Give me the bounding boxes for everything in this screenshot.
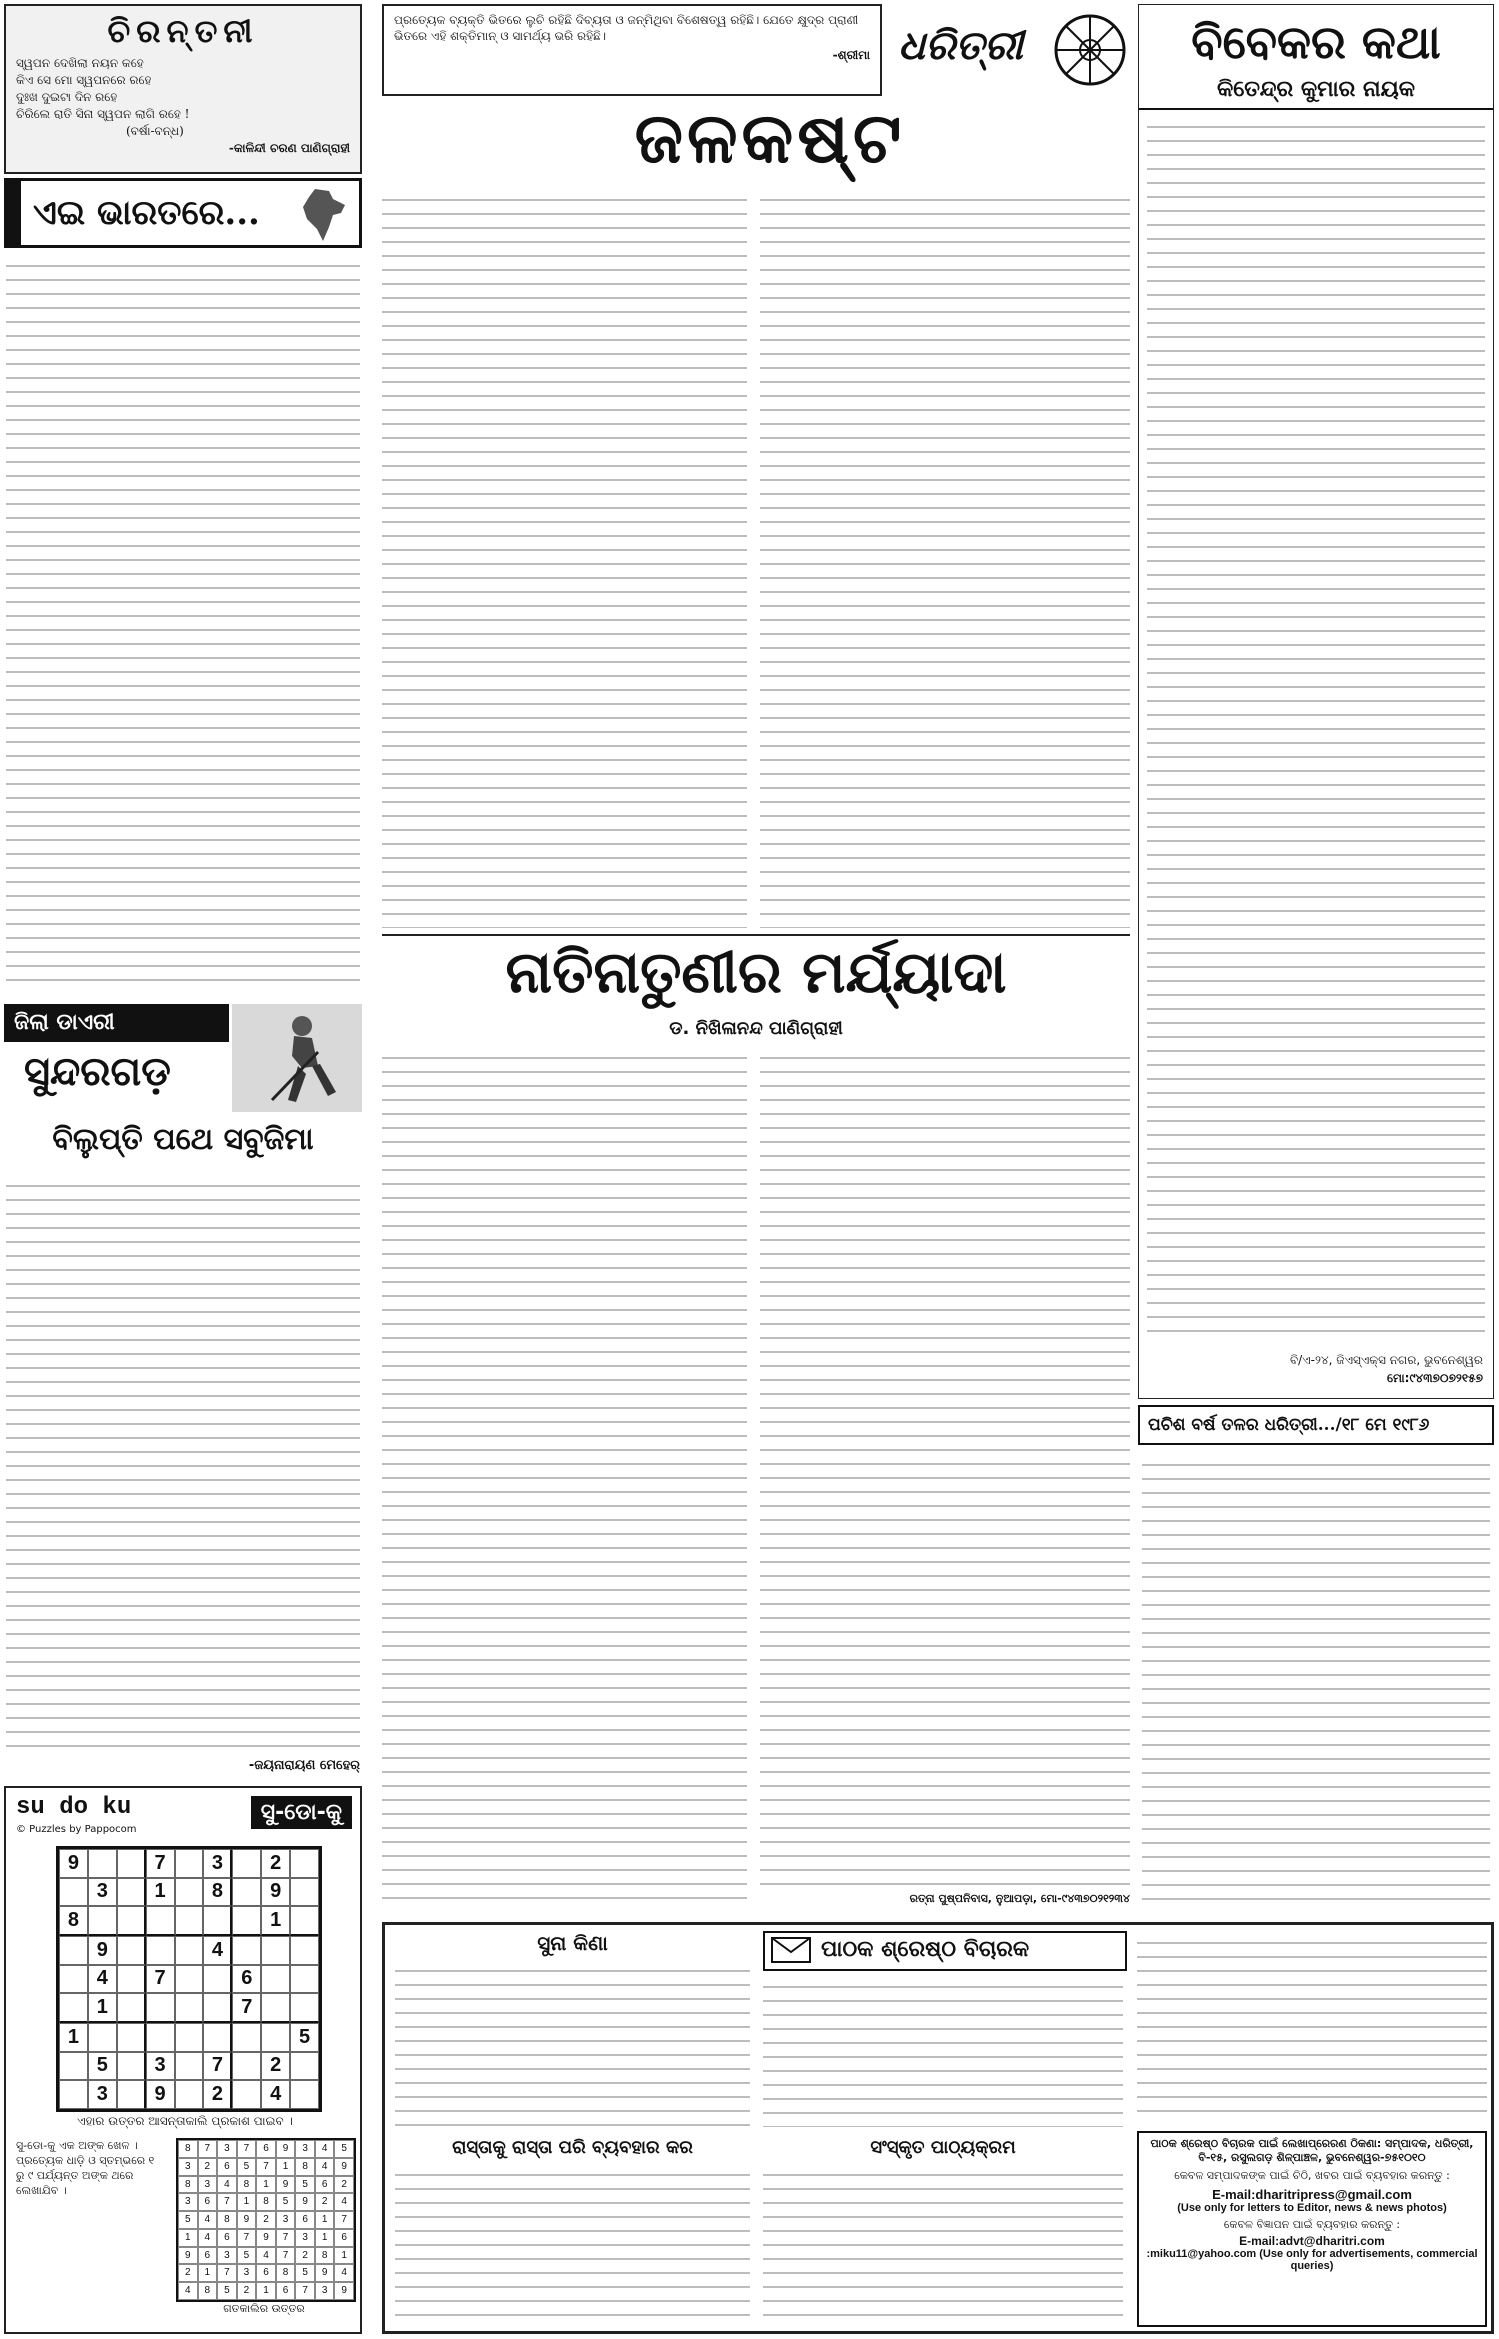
sudoku-solution-cell: 3 [276,2211,296,2229]
column-right-author: କିତେନ୍ଦ୍ର କୁମାର ନାୟକ [1139,77,1493,110]
sudoku-solution-cell: 1 [334,2247,354,2265]
sudoku-solution-cell: 9 [334,2282,354,2300]
column-right-box [1138,4,1494,1399]
sudoku-solution-cell: 5 [178,2211,198,2229]
sudoku-cell[interactable]: 5 [88,2052,117,2081]
sudoku-solution-caption: ଏହାର ଉତ୍ତର ଆସନ୍ତାକାଲି ପ୍ରକାଶ ପାଇବ । [77,2114,293,2128]
sudoku-solution-cell: 5 [276,2193,296,2211]
sudoku-cell[interactable] [59,2052,88,2081]
sudoku-solution-cell: 3 [237,2264,257,2282]
sudoku-cell[interactable] [290,1906,319,1936]
sudoku-solution-cell: 6 [256,2140,276,2158]
sudoku-solution-cell: 9 [237,2211,257,2229]
sudoku-solution-cell: 2 [295,2247,315,2265]
quote-box [382,4,882,96]
india-map-icon [293,185,353,245]
hockey-player-photo [232,1004,362,1112]
sudoku-cell[interactable]: 4 [88,1965,117,1994]
sudoku-solution-cell: 4 [334,2193,354,2211]
contact-email-ads[interactable]: E-mail:advt@dharitri.com [1239,2234,1385,2248]
sudoku-cell[interactable] [175,1936,204,1965]
sudoku-cell[interactable] [290,1993,319,2023]
sudoku-grid [56,1846,322,2112]
letter-sanskrit-body [763,2165,1123,2325]
sudoku-cell[interactable] [146,1906,175,1936]
sudoku-solution-cell: 4 [198,2229,218,2247]
sudoku-solution-cell: 6 [217,2229,237,2247]
letter-col2-body [763,1977,1123,2127]
sudoku-cell[interactable] [290,2080,319,2109]
sudoku-cell[interactable] [232,1878,261,1907]
district-diary-body [6,1176,360,1756]
main-article-col2 [760,190,1130,928]
reader-box-title: ପାଠକ ଶ୍ରେଷ୍ଠ ବିଚାରକ [821,1937,1030,1962]
sudoku-cell[interactable]: 4 [203,1936,232,1965]
sudoku-cell[interactable] [175,1993,204,2023]
sudoku-solution-cell: 8 [237,2176,257,2194]
sudoku-solution-cell: 6 [198,2193,218,2211]
sudoku-solution-cell: 3 [198,2176,218,2194]
letter-col3-body [1137,1933,1487,2123]
sudoku-solution-cell: 1 [256,2176,276,2194]
sudoku-cell[interactable] [117,1965,146,1994]
letter-sanskrit-title: ସଂସ୍କୃତ ପାଠ୍ୟକ୍ରମ [870,2137,1016,2158]
sudoku-cell[interactable] [232,1849,261,1878]
sudoku-solution-cell: 7 [237,2140,257,2158]
sudoku-cell[interactable] [290,1936,319,1965]
sudoku-solution-cell: 3 [295,2140,315,2158]
sudoku-solution-cell: 3 [178,2158,198,2176]
sudoku-solution-cell: 1 [256,2282,276,2300]
sudoku-solution-grid [176,2138,356,2302]
sudoku-solution-cell: 8 [198,2282,218,2300]
ei-bharat-body [6,256,360,990]
sudoku-cell[interactable]: 9 [88,1936,117,1965]
sudoku-cell[interactable]: 7 [146,1965,175,1994]
sudoku-cell[interactable] [59,2080,88,2109]
sudoku-solution-cell: 5 [217,2282,237,2300]
sudoku-solution-cell: 7 [295,2282,315,2300]
sudoku-solution-cell: 7 [276,2247,296,2265]
sudoku-solution-cell: 9 [295,2193,315,2211]
sudoku-cell[interactable] [117,1849,146,1878]
sudoku-cell[interactable]: 1 [88,1993,117,2023]
sudoku-solution-cell: 7 [217,2264,237,2282]
column-right-body [1147,117,1485,1338]
sudoku-cell[interactable]: 6 [232,1965,261,1994]
sudoku-cell[interactable]: 9 [146,2080,175,2109]
sudoku-label: ସୁ-ଡୋ-କୁ [251,1796,352,1829]
sudoku-cell[interactable]: 1 [59,2023,88,2052]
sudoku-solution-cell: 6 [315,2176,335,2194]
sudoku-cell[interactable]: 2 [203,2080,232,2109]
contact-email-ads-alt[interactable]: :miku11@yahoo.com (Use only for advertisements, commercial queries) [1146,2248,1478,2272]
envelope-icon [771,1937,811,1963]
sudoku-solution-cell: 5 [237,2247,257,2265]
sudoku-solution-cell: 4 [198,2211,218,2229]
sudoku-solution-cell: 2 [198,2158,218,2176]
sudoku-cell[interactable] [117,2080,146,2109]
sudoku-solution-cell: 1 [198,2264,218,2282]
sudoku-solution-cell: 9 [276,2140,296,2158]
sudoku-solution-cell: 2 [334,2176,354,2194]
sudoku-cell[interactable]: 4 [261,2080,290,2109]
sudoku-solution-cell: 2 [256,2211,276,2229]
main-headline: ଜଳକଷ୍ଟ [634,96,906,179]
sudoku-solution-cell: 1 [178,2229,198,2247]
sudoku-solution-cell: 8 [315,2247,335,2265]
sudoku-cell[interactable] [203,1965,232,1994]
sudoku-solution-cell: 7 [334,2211,354,2229]
sudoku-solution-cell: 3 [295,2229,315,2247]
article-center-col2 [760,1048,1130,1890]
archive-title: ପଚିଶ ବର୍ଷ ତଳର ଧରିତ୍ରୀ.../୧୮ ମେ ୧୯୮୬ [1138,1405,1494,1445]
sudoku-cell[interactable]: 3 [203,1849,232,1878]
sudoku-cell[interactable] [146,1993,175,2023]
poem-line: କିଏ ସେ ମୋ ସ୍ୱପନରେ ରହେ [16,73,152,87]
contact-address: ପାଠକ ଶ୍ରେଷ୍ଠ ବିଚାରକ ପାଇଁ ଲେଖାପ୍ରେରଣ ଠିକଣା: ସମ୍ପାଦକ, ଧରିତ୍ରୀ, ବି-୧୫, ରସୁଲଗଡ଼ ଶିଳ୍ପାଞ୍ଚଳ, ଭୁବନେଶ୍ୱର-୭୫୧୦୧୦ [1150,2137,1474,2164]
sudoku-cell[interactable] [88,1849,117,1878]
contact-email-editor-note: (Use only for letters to Editor, news & news photos) [1177,2202,1447,2214]
sudoku-cell[interactable]: 7 [146,1849,175,1878]
sudoku-cell[interactable]: 1 [146,1878,175,1907]
sudoku-solution-cell: 8 [256,2193,276,2211]
sudoku-cell[interactable] [146,2023,175,2052]
sudoku-solution-cell: 5 [237,2158,257,2176]
sudoku-cell[interactable] [175,2052,204,2081]
sudoku-cell[interactable]: 5 [290,2023,319,2052]
sudoku-solution-cell: 7 [237,2229,257,2247]
sudoku-solution-cell: 1 [237,2193,257,2211]
sudoku-solution-cell: 2 [178,2264,198,2282]
sudoku-cell[interactable] [117,1993,146,2023]
sudoku-cell[interactable] [290,1878,319,1907]
sudoku-cell[interactable] [290,1849,319,1878]
logo-wheel-icon [1052,12,1128,88]
sudoku-cell[interactable] [203,2023,232,2052]
sudoku-solution-cell: 5 [334,2140,354,2158]
sudoku-cell[interactable]: 8 [203,1878,232,1907]
sudoku-solution-cell: 7 [276,2229,296,2247]
sudoku-solution-cell: 4 [334,2264,354,2282]
sudoku-cell[interactable] [232,1906,261,1936]
archive-body [1142,1455,1490,1910]
sudoku-cell[interactable]: 3 [88,1878,117,1907]
poem-line: ଦୁଃଖ ଦୁଇଟା ଦିନ ରହେ [16,90,118,104]
sudoku-cell[interactable]: 2 [261,1849,290,1878]
sudoku-solution-cell: 6 [334,2229,354,2247]
sudoku-cell[interactable] [232,2080,261,2109]
district-diary-tag: ଜିଲା ଡାଏରୀ [4,1004,229,1042]
sudoku-solution-cell: 3 [217,2140,237,2158]
sudoku-solution-cell: 3 [178,2193,198,2211]
archive-box [1138,1405,1494,1910]
sudoku-solution-cell: 4 [315,2140,335,2158]
letter-sona-kina-title: ସୁନା କିଣା [537,1931,608,1955]
sudoku-cell[interactable] [175,1965,204,1994]
sudoku-solution-cell: 4 [256,2247,276,2265]
column-right-phone: ମୋ:୯୪୩୭୦୭୨୧୫୭ [1386,1371,1483,1385]
contact-box [1137,2131,1487,2327]
sudoku-cell[interactable] [203,1906,232,1936]
sudoku-cell[interactable] [203,1993,232,2023]
district-diary-header [4,1004,362,1114]
sudoku-solution-cell: 9 [334,2158,354,2176]
sudoku-credit: © Puzzles by Pappocom [16,1824,137,1835]
sudoku-solution-cell: 8 [178,2140,198,2158]
sudoku-solution-cell: 8 [276,2264,296,2282]
sudoku-solution-cell: 4 [217,2176,237,2194]
poem-line: ଚିରିଲେ ରାତି ସିନା ସ୍ୱପନ ଲାଗି ରହେ ! [16,107,190,121]
sudoku-cell[interactable] [290,2052,319,2081]
divider [382,934,1130,936]
poem-note: (ବର୍ଷା-ବନ୍ଧ) [126,124,184,138]
sudoku-cell[interactable] [175,1849,204,1878]
sudoku-cell[interactable]: 1 [261,1906,290,1936]
quote-author: -ଶ୍ରୀମା [832,48,870,62]
sudoku-solution-cell: 3 [315,2282,335,2300]
ei-bharat-title: ଏଇ ଭାରତରେ... [33,193,260,233]
logo-dharitri [888,8,1138,96]
sudoku-cell[interactable]: 9 [261,1878,290,1907]
sudoku-cell[interactable] [232,2023,261,2052]
sudoku-cell[interactable] [59,1993,88,2023]
column-right-signature: ବି/ଏ-୨୪, ଜିଏସ୍ଏକ୍ସ ନଗର, ଭୁବନେଶ୍ୱର [1290,1353,1483,1367]
poem-title: ଚିରନ୍ତନୀ [107,12,259,50]
sudoku-solution-cell: 8 [178,2176,198,2194]
sudoku-solution-cell: 8 [217,2211,237,2229]
sudoku-cell[interactable] [88,2023,117,2052]
sudoku-cell[interactable] [290,1965,319,1994]
article-center-title: ନାତିନାତୁଣୀର ମର୍ଯ୍ୟାଦା [505,938,1007,1006]
article-center-author: ଡ. ନିଖିଳାନନ୍ଦ ପାଣିଗ୍ରାହୀ [669,1018,843,1039]
sudoku-solution-cell: 7 [256,2158,276,2176]
sudoku-cell[interactable] [117,2023,146,2052]
letter-sona-kina-body [395,1961,750,2127]
article-center-col1 [382,1048,747,1910]
sudoku-solution-cell: 5 [295,2264,315,2282]
sudoku-yesterday-label: ଗତକାଲିର ଉତ୍ତର [223,2302,305,2315]
letters-section [382,1922,1494,2334]
sudoku-solution-cell: 6 [276,2282,296,2300]
sudoku-solution-cell: 3 [217,2247,237,2265]
poem-line: ସ୍ୱପନ ଦେଖିଲା ନୟନ କହେ [16,56,144,70]
sudoku-cell[interactable] [175,2080,204,2109]
letter-road-title: ରାସ୍ତାକୁ ରାସ୍ତା ପରି ବ୍ୟବହାର କର [452,2137,693,2158]
logo-text: ଧରିତ୍ରୀ [898,22,1023,69]
sudoku-cell[interactable] [88,1906,117,1936]
sudoku-cell[interactable] [261,1936,290,1965]
poem-author: -କାଳିନ୍ଦୀ ଚରଣ ପାଣିଗ୍ରାହୀ [228,141,350,155]
main-article-col1 [382,190,747,928]
sudoku-cell[interactable] [232,2052,261,2081]
sudoku-solution-cell: 6 [256,2264,276,2282]
ei-bharat-header [4,178,362,248]
sudoku-solution-cell: 7 [198,2140,218,2158]
sudoku-solution-cell: 2 [315,2193,335,2211]
sudoku-cell[interactable] [175,1906,204,1936]
sudoku-cell[interactable] [261,2023,290,2052]
sudoku-solution-cell: 6 [217,2158,237,2176]
sudoku-cell[interactable] [261,1965,290,1994]
letter-road-body [395,2165,750,2325]
sudoku-solution-cell: 7 [217,2193,237,2211]
sudoku-cell[interactable]: 3 [146,2052,175,2081]
sudoku-cell[interactable] [146,1936,175,1965]
sudoku-cell[interactable] [175,1878,204,1907]
sudoku-howto: ସୁ-ଡୋ-କୁ ଏକ ଅଙ୍କ ଖେଳ । ପ୍ରତ୍ୟେକ ଧାଡ଼ି ଓ ସ୍ତମ୍ଭରେ ୧ ରୁ ୯ ପର୍ଯ୍ୟନ୍ତ ଅଙ୍କ ଥରେ ଲେଖାଯିବ । [16,2139,155,2197]
contact-email-editor[interactable]: E-mail:dharitripress@gmail.com [1212,2187,1412,2202]
sudoku-cell[interactable]: 3 [88,2080,117,2109]
sudoku-solution-cell: 9 [178,2247,198,2265]
sudoku-cell[interactable] [232,1936,261,1965]
district-diary-author: -ଜୟନାରାୟଣ ମେହେର୍ [248,1758,360,1773]
sudoku-cell[interactable] [261,1993,290,2023]
sudoku-cell[interactable] [59,1936,88,1965]
contact-editorial-label: କେବଳ ସମ୍ପାଦକଙ୍କ ପାଇଁ ଚିଠି, ଖବର ପାଇଁ ବ୍ୟବହାର କରନ୍ତୁ : [1174,2169,1450,2182]
sudoku-solution-cell: 6 [295,2211,315,2229]
sudoku-cell[interactable] [117,1878,146,1907]
sudoku-solution-cell: 2 [237,2282,257,2300]
sudoku-solution-cell: 9 [276,2176,296,2194]
sudoku-solution-cell: 8 [295,2158,315,2176]
reader-box-header [763,1931,1127,1971]
sudoku-cell[interactable] [59,1965,88,1994]
sudoku-solution-cell: 1 [315,2211,335,2229]
sudoku-solution-cell: 4 [178,2282,198,2300]
sudoku-cell[interactable] [117,2052,146,2081]
contact-ad-label: କେବଳ ବିଜ୍ଞାପନ ପାଇଁ ବ୍ୟବହାର କରନ୍ତୁ : [1223,2218,1401,2231]
sudoku-cell[interactable] [59,1878,88,1907]
district-diary-name: ସୁନ୍ଦରଗଡ଼ [24,1048,171,1095]
sudoku-cell[interactable]: 7 [203,2052,232,2081]
sudoku-cell[interactable]: 8 [59,1906,88,1936]
sudoku-solution-cell: 9 [256,2229,276,2247]
sudoku-cell[interactable] [117,1936,146,1965]
sudoku-solution-cell: 6 [198,2247,218,2265]
sudoku-brand: su do ku [16,1794,132,1821]
district-diary-headline: ବିଲୁପ୍ତି ପଥେ ସବୁଜିମା [52,1122,314,1157]
column-right-title: ବିବେକର କଥା [1191,15,1441,69]
sudoku-cell[interactable] [117,1906,146,1936]
sudoku-solution-cell: 1 [276,2158,296,2176]
quote-text: ପ୍ରତ୍ୟେକ ବ୍ୟକ୍ତି ଭିତରେ ଲୁଚି ରହିଛି ଦିବ୍ୟତା ଓ ଜନ୍ମିଥିବା ବିଶେଷତ୍ୱ ରହିଛି। ଯେତେ କ୍ଷୁଦ୍ର ପ୍ରାଣୀ ଭିତରେ ଏହି ଶକ୍ତିମାନ୍ ଓ ସାମର୍ଥ୍ୟ ଭରି ରହିଛି। [394,13,859,43]
sudoku-solution-cell: 9 [315,2264,335,2282]
sudoku-solution-cell: 1 [315,2229,335,2247]
article-center-signature: ରତ୍ନା ପୁଷ୍ପନିବାସ, ନୁଆପଡ଼ା, ମୋ-୯୪୩୭୦୨୧୨୩୪ [909,1892,1130,1905]
sudoku-cell[interactable]: 9 [59,1849,88,1878]
poem-box [4,4,362,174]
sudoku-cell[interactable]: 7 [232,1993,261,2023]
sudoku-solution-cell: 4 [315,2158,335,2176]
sudoku-box [4,1786,362,2334]
sudoku-cell[interactable] [175,2023,204,2052]
sudoku-solution-cell: 5 [295,2176,315,2194]
sudoku-cell[interactable]: 2 [261,2052,290,2081]
